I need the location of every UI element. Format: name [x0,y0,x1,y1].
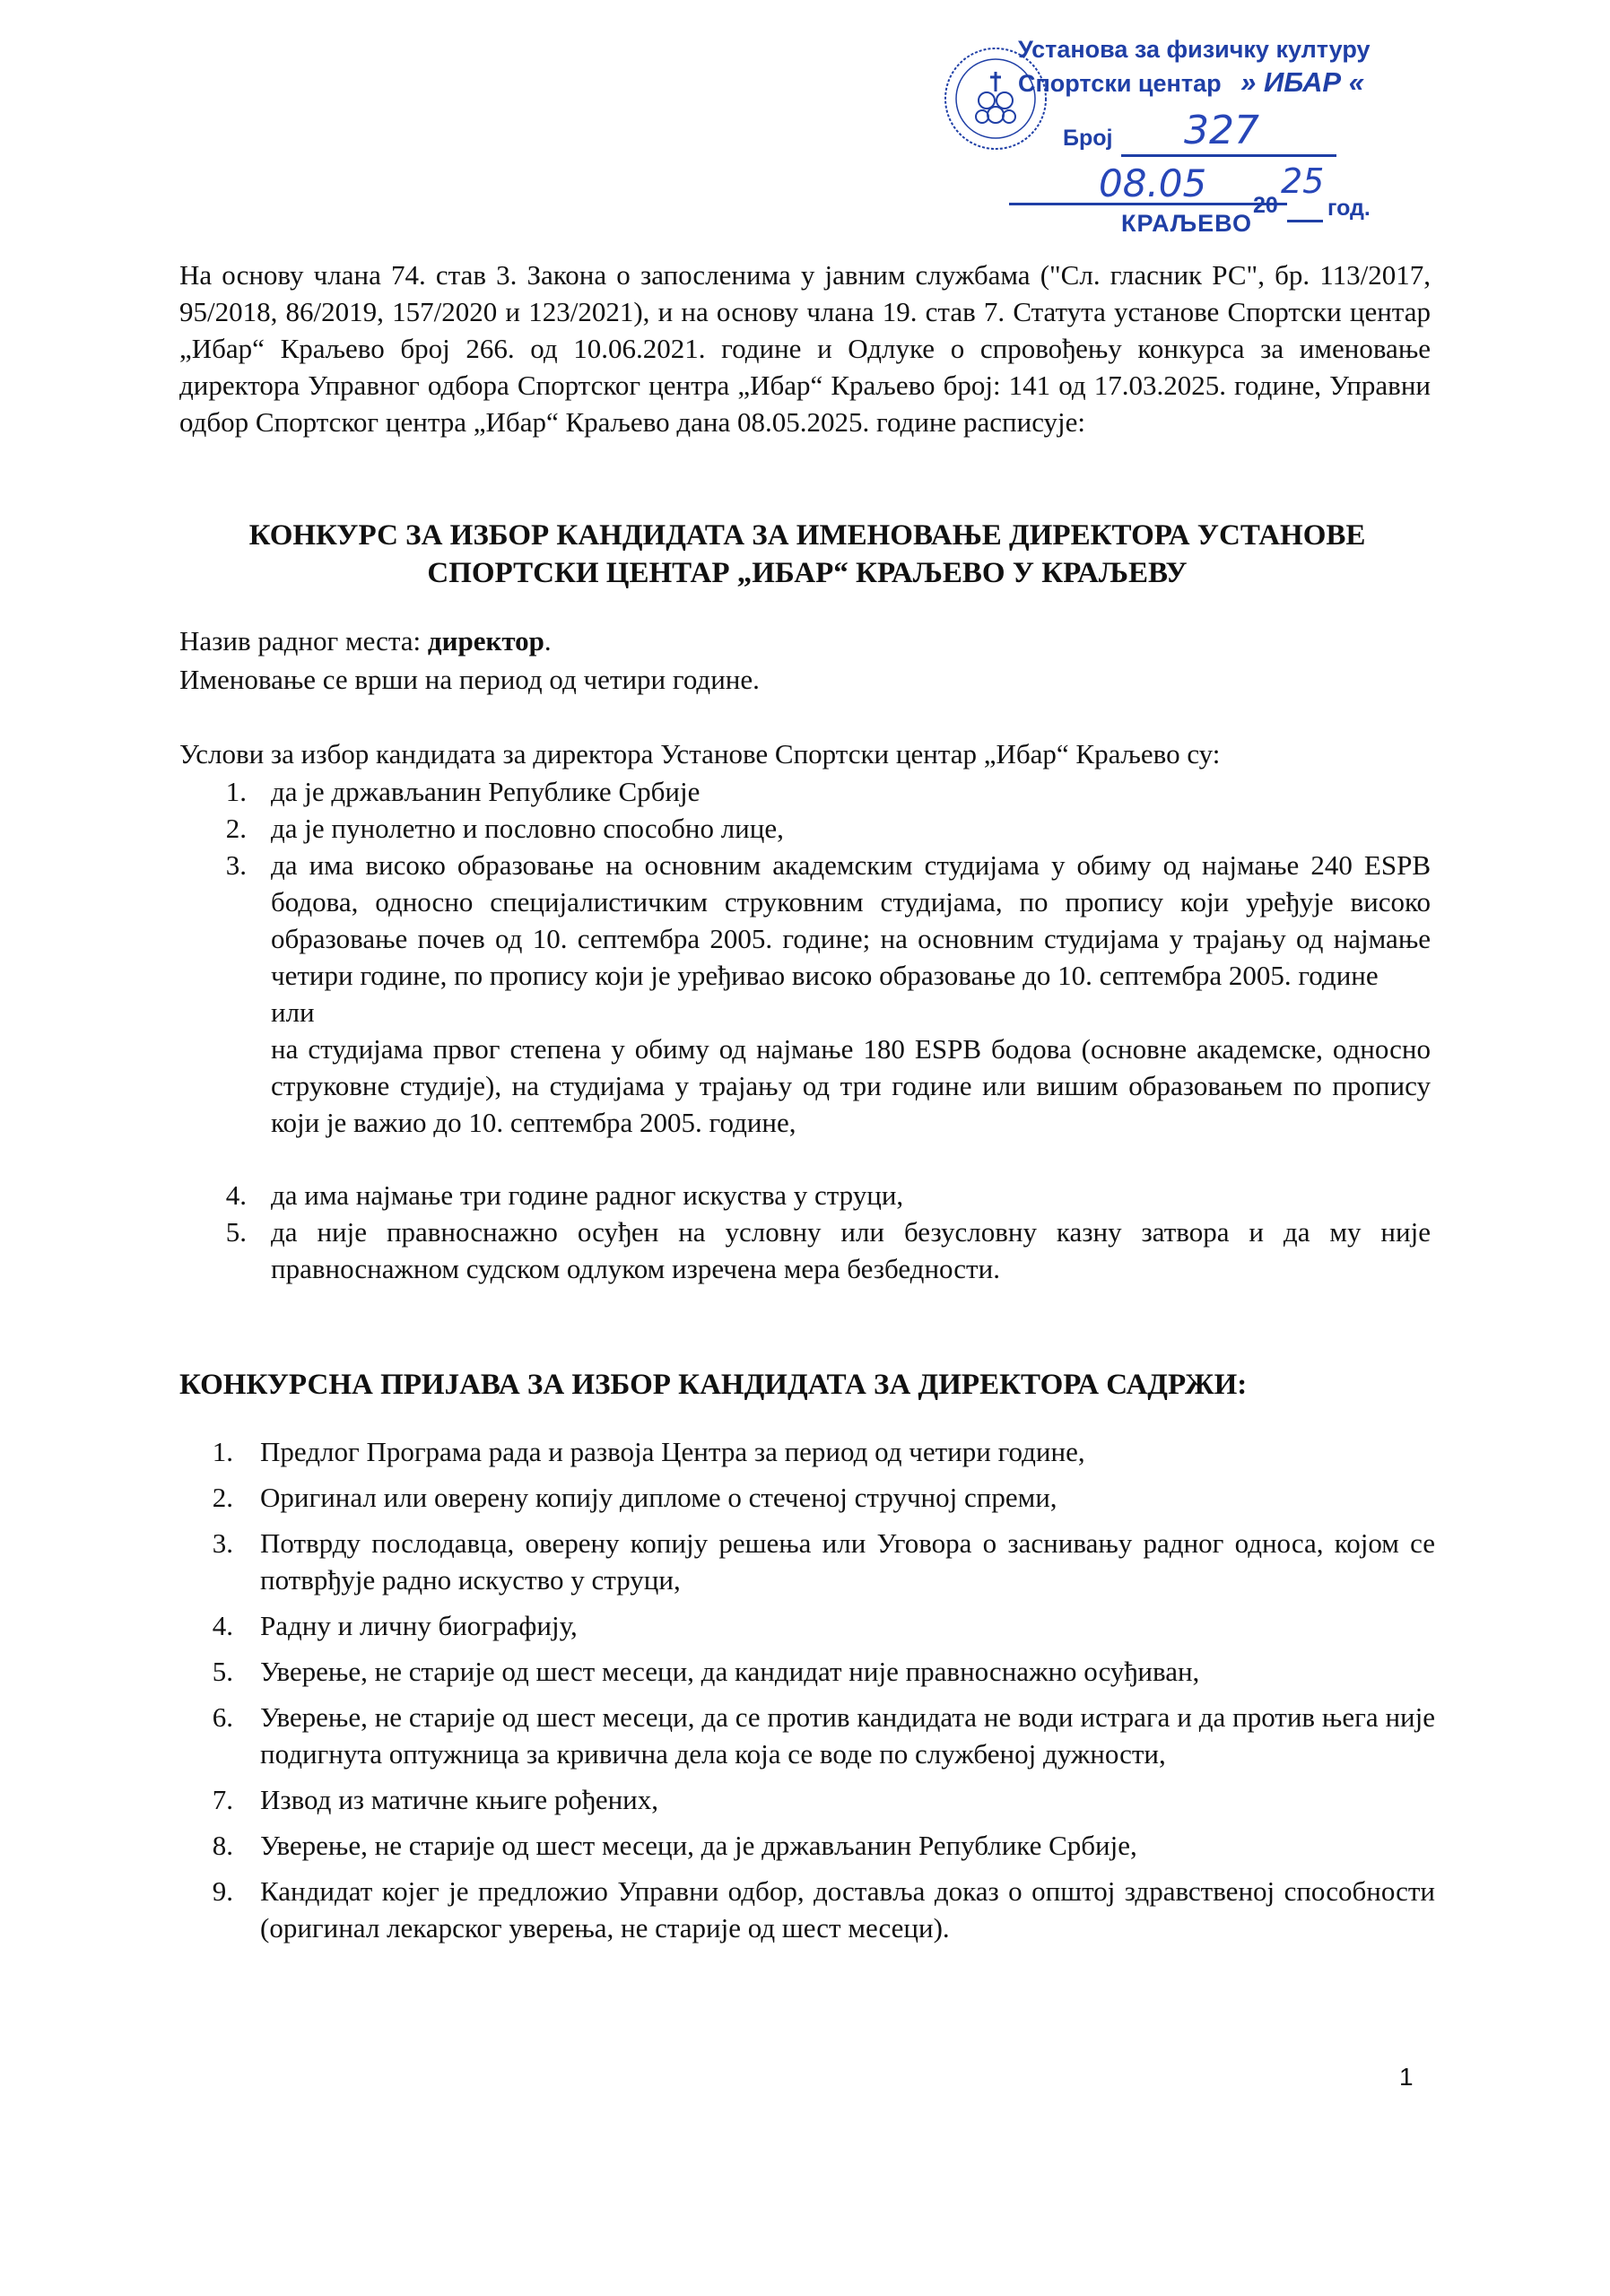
stamp-institution-name: » ИБАР « [1240,66,1364,98]
position-end: . [544,625,552,657]
item-text: Уверење, не старије од шест месеци, да се против кандидата не води истрага и да против њега није подигнута оптужница за кривична дела која се воде по службеној дужности, [260,1701,1435,1770]
condition-number: 3. [225,849,247,881]
list-item [197,1827,1435,1864]
condition-number: 2. [225,813,247,844]
item-text: Предлог Програма рада и развоја Центра за период од четири године, [260,1436,1085,1467]
list-item [197,1607,1435,1644]
stamp-year-prefix: 20 [1253,193,1278,218]
condition-item [211,1213,1431,1287]
item-text: Уверење, не старије од шест месеци, да је држављанин Републике Србије, [260,1830,1137,1861]
position-line [179,622,552,659]
item-number: 1. [212,1436,233,1467]
item-text: Кандидат којег је предложио Управни одбор, доставља доказ о општој здравственој способности (оригинал лекарског уверења, не старије од шест месеци). [260,1875,1435,1944]
condition-text: да има најмање три године радног искуства у струци, [271,1179,904,1211]
condition-number: 4. [225,1179,247,1211]
item-text: Радну и личну биографију, [260,1610,578,1641]
list-item [197,1525,1435,1598]
condition-text: да је пунолетно и пословно способно лице, [271,813,784,844]
list-item [197,1699,1435,1772]
condition-or: или [271,996,315,1028]
condition-text: да није правноснажно осуђен на условну или безусловну казну затвора и да му није правноснажном судском одлуком изречена мера безбедности. [271,1216,1431,1284]
position-value: директор [427,625,544,657]
condition-text: да је држављанин Републике Србије [271,776,701,807]
item-number: 8. [212,1830,233,1861]
item-number: 7. [212,1784,233,1815]
stamp-god-label: год. [1327,196,1371,221]
stamp-year-value: 25 [1281,161,1325,201]
item-text: Уверење, не старије од шест месеци, да кандидат није правноснажно осуђиван, [260,1656,1200,1687]
application-title: КОНКУРСНА ПРИЈАВА ЗА ИЗБОР КАНДИДАТА ЗА ДИРЕКТОРА САДРЖИ: [179,1369,1248,1401]
condition-item [211,1177,1431,1213]
application-list [197,1433,1435,1955]
stamp-date-value: 08.05 [1099,161,1207,205]
list-item [197,1433,1435,1470]
item-text: Извод из матичне књиге рођених, [260,1784,659,1815]
item-text: Оригинал или оверену копију дипломе о стеченој стручној спреми, [260,1482,1057,1513]
condition-number: 1. [225,776,247,807]
list-item [197,1781,1435,1818]
list-item [197,1479,1435,1516]
stamp-broj-value: 327 [1184,108,1259,153]
document-title-line2: СПОРТСКИ ЦЕНТАР „ИБАР“ КРАЉЕВО У КРАЉЕВУ [427,557,1188,589]
conditions-intro: Услови за избор кандидата за директора Установе Спортски центар „Ибар“ Краљево су: [179,738,1221,770]
stamp-line2-prefix: Спортски центар [1018,70,1222,97]
item-number: 6. [212,1701,233,1733]
list-item [197,1653,1435,1690]
item-number: 5. [212,1656,233,1687]
item-number: 2. [212,1482,233,1513]
document-title-line1: КОНКУРС ЗА ИЗБОР КАНДИДАТА ЗА ИМЕНОВАЊЕ ДИРЕКТОРА УСТАНОВЕ [248,519,1366,552]
stamp-line2 [1018,66,1364,99]
item-number: 4. [212,1610,233,1641]
condition-text: да има високо образовање на основним академским студијама у обиму од најмање 240 ESPB бодова, односно специјалистичким струковним студијама, по пропису који уређује високо образовање почев од 10. септембра 2005. године; на основним студијама у трајању од најмање четири године, по пропису који је уређивао високо образовање до 10. септембра 2005. године [271,849,1431,991]
condition-text-alt: на студијама првог степена у обиму од најмање 180 ESPB бодова (основне академске, односно струковне студије), на студијама у трајању од три године или вишим образовањем по пропису који је важио до 10. септембра 2005. године, [271,1033,1431,1138]
stamp-broj-label: Број [1063,126,1113,151]
stamp-city: КРАЉЕВО [1121,210,1252,237]
position-label: Назив радног места: [179,625,422,657]
stamp-date-line [1009,203,1287,205]
document-title [144,517,1471,592]
condition-item [211,773,1431,810]
condition-item [211,847,1431,1141]
item-number: 3. [212,1527,233,1559]
item-number: 9. [212,1875,233,1907]
condition-number: 5. [225,1216,247,1248]
item-text: Потврду послодавца, оверену копију решења или Уговора о заснивању радног односа, којом се потврђује радно искуство у струци, [260,1527,1435,1596]
term-line: Именовање се врши на период од четири године. [179,664,760,695]
stamp-year-line [1287,220,1323,222]
list-item [197,1873,1435,1946]
stamp-line1: Установа за физичку културу [1018,36,1371,63]
stamp-broj-line [1121,154,1336,157]
condition-item [211,810,1431,847]
institution-stamp [928,36,1413,251]
intro-paragraph: На основу члана 74. став 3. Закона о запосленима у јавним службама ("Сл. гласник РС", бр. 113/2017, 95/2018, 86/2019, 157/2020 и 123/2021), и на основу члана 19. став 7. Статута установе Спортски центар „Ибар“ Краљево број 266. од 10.06.2021. године и Одлуке о спровођењу конкурса за именовање директора Управног одбора Спортског центра „Ибар“ Краљево број: 141 од 17.03.2025. године, Управни одбор Спортског центра „Ибар“ Краљево дана 08.05.2025. године расписује: [179,259,1431,438]
page-number: 1 [1399,2063,1414,2091]
